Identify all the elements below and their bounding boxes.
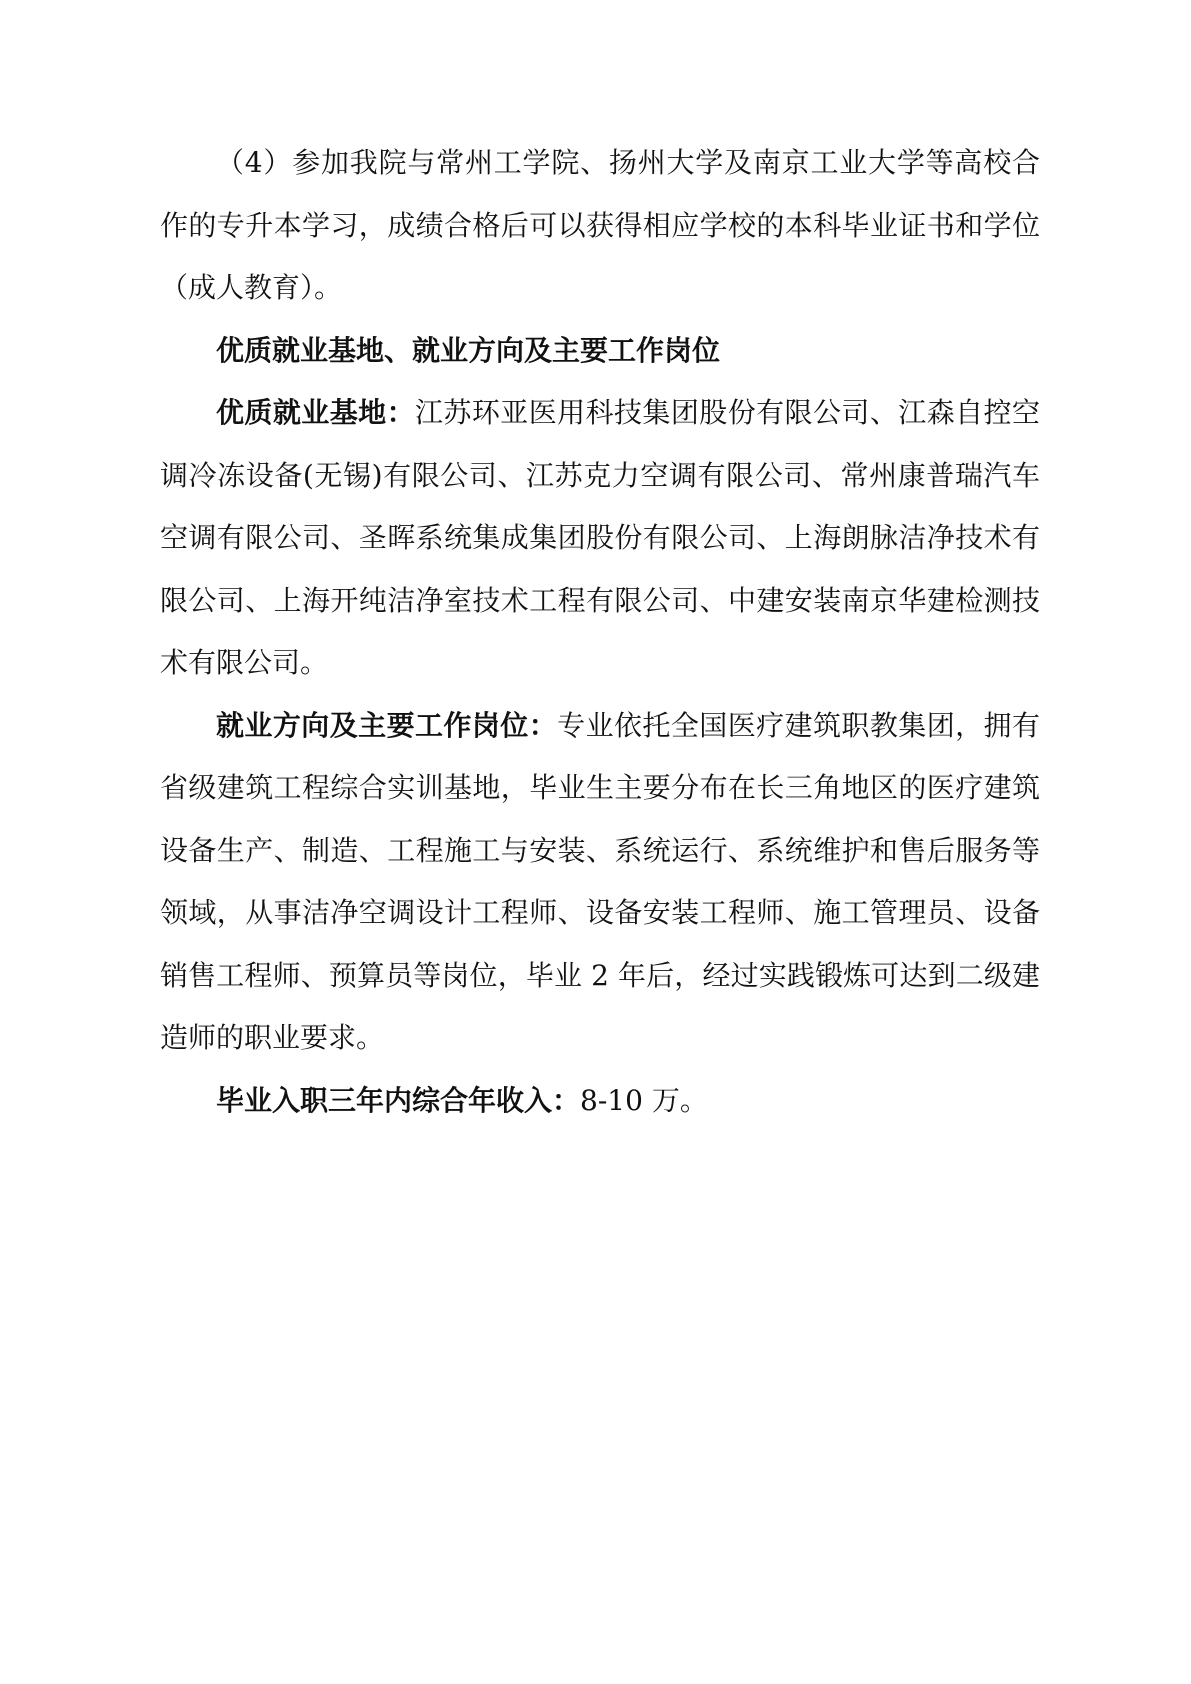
bases-label: 优质就业基地： [216,396,415,429]
paragraph-income [160,1070,1040,1133]
income-label: 毕业入职三年内综合年收入： [216,1083,581,1117]
document-page [160,132,1040,1132]
bases-text: 江苏环亚医用科技集团股份有限公司、江森自控空调冷冻设备(无锡)有限公司、江苏克力空调有限公司、常州康普瑞汽车空调有限公司、圣晖系统集成集团股份有限公司、上海朗脉洁净技术有限公司、上海开纯洁净室技术工程有限公司、中建安装南京华建检测技术有限公司。 [160,396,1040,679]
direction-label: 就业方向及主要工作岗位： [216,708,558,742]
paragraph-text: （4）参加我院与常州工学院、扬州大学及南京工业大学等高校合作的专升本学习，成绩合格后可以获得相应学校的本科毕业证书和学位（成人教育）。 [160,146,1040,304]
paragraph-employment-direction [160,695,1040,1070]
direction-text: 专业依托全国医疗建筑职教集团，拥有省级建筑工程综合实训基地，毕业生主要分布在长三角地区的医疗建筑设备生产、制造、工程施工与安装、系统运行、系统维护和售后服务等领域，从事洁净空调设计工程师、设备安装工程师、施工管理员、设备销售工程师、预算员等岗位，毕业 2 年后，经过实践锻炼可达到二级建造师的职业要求。 [160,708,1040,1054]
paragraph-employment-bases [160,382,1040,695]
section-title: 优质就业基地、就业方向及主要工作岗位 [216,333,721,367]
income-text: 8-10 万。 [580,1083,708,1117]
paragraph-upgrade-study [160,132,1040,320]
